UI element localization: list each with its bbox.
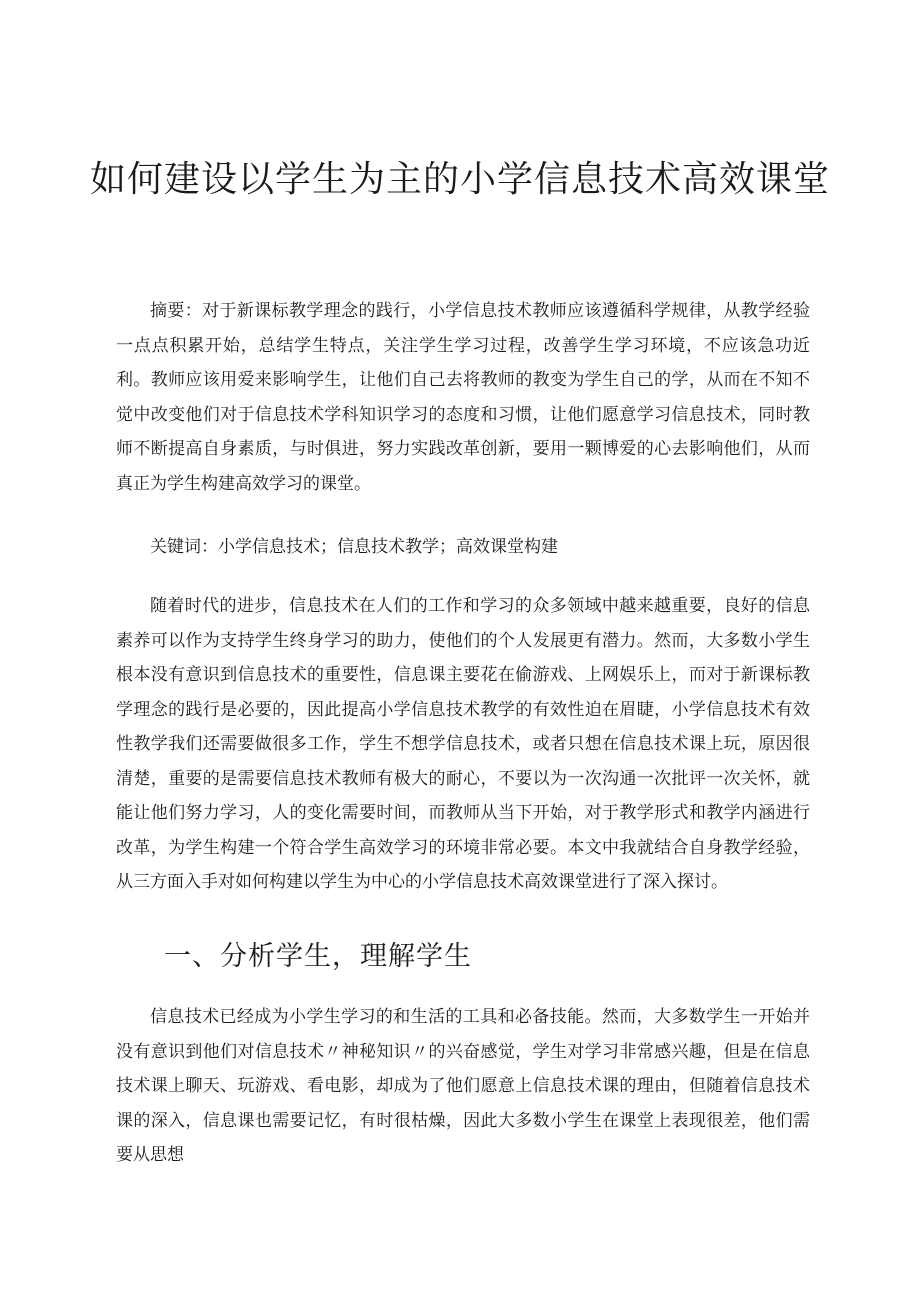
document-title: 如何建设以学生为主的小学信息技术高效课堂 [89, 159, 830, 200]
section-1-paragraph: 信息技术已经成为小学生学习的和生活的工具和必备技能。然而，大多数学生一开始并没有意识到他们对信息技术〃神秘知识〃的兴奋感觉，学生对学习非常感兴趣，但是在信息技术课上聊天、玩游戏、看电影，却成为了他们愿意上信息技术课的理由，但随着信息技术课的深入，信息课也需要记忆，有时很枯燥，因此大多数小学生在课堂上表现很差，他们需要从思想 [116, 1007, 810, 1165]
keywords-paragraph: 关键词：小学信息技术；信息技术教学；高效课堂构建 [150, 537, 558, 557]
intro-paragraph: 随着时代的进步，信息技术在人们的工作和学习的众多领域中越来越重要，良好的信息素养可以作为支持学生终身学习的助力，使他们的个人发展更有潜力。然而，大多数小学生根本没有意识到信息技术的重要性，信息课主要花在偷游戏、上网娱乐上，而对于新课标教学理念的践行是必要的，因此提高小学信息技术教学的有效性迫在眉睫，小学信息技术有效性教学我们还需要做很多工作，学生不想学信息技术，或者只想在信息技术课上玩，原因很清楚，重要的是需要信息技术教师有极大的耐心，不要以为一次沟通一次批评一次关怀，就能让他们努力学习，人的变化需要时间，而教师从当下开始，对于教学形式和教学内涵进行改革，为学生构建一个符合学生高效学习的环境非常必要。本文中我就结合自身教学经验，从三方面入手对如何构建以学生为中心的小学信息技术高效课堂进行了深入探讨。 [116, 596, 810, 892]
abstract-paragraph: 摘要：对于新课标教学理念的践行，小学信息技术教师应该遵循科学规律，从教学经验一点点积累开始，总结学生特点，关注学生学习过程，改善学生学习环境，不应该急功近利。教师应该用爱来影响学生，让他们自己去将教师的教变为学生自己的学，从而在不知不觉中改变他们对于信息技术学科知识学习的态度和习惯，让他们愿意学习信息技术，同时教师不断提高自身素质，与时俱进，努力实践改革创新，要用一颗博爱的心去影响他们，从而真正为学生构建高效学习的课堂。 [116, 301, 810, 494]
section-heading-1: 一、分析学生，理解学生 [164, 941, 472, 972]
